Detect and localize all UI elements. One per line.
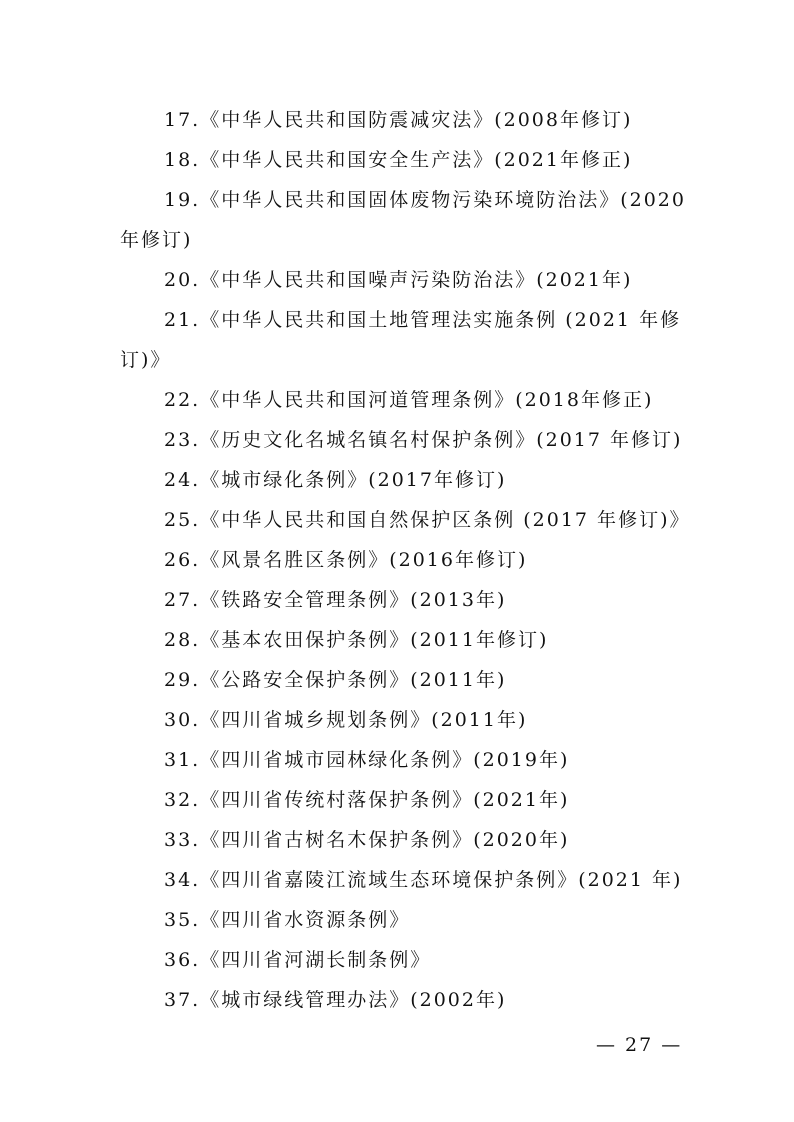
list-item-text: 17.《中华人民共和国防震减灾法》(2008年修订)	[164, 109, 633, 131]
list-item	[120, 300, 680, 380]
list-item-text: 18.《中华人民共和国安全生产法》(2021年修正)	[164, 149, 633, 171]
list-item-text: 24.《城市绿化条例》(2017年修订)	[164, 469, 507, 491]
list-item	[120, 700, 680, 740]
list-item	[120, 460, 680, 500]
list-item-text: 21.《中华人民共和国土地管理法实施条例 (2021 年修	[164, 309, 682, 331]
list-item	[120, 900, 680, 940]
list-item	[120, 420, 683, 460]
list-item-text: 36.《四川省河湖长制条例》	[164, 949, 432, 971]
list-item-text: 34.《四川省嘉陵江流域生态环境保护条例》(2021 年)	[164, 869, 683, 891]
list-item-text: 29.《公路安全保护条例》(2011年)	[164, 669, 507, 691]
list-item	[120, 540, 680, 580]
list-item-text-continued: 年修订)	[120, 229, 193, 251]
list-item-text: 27.《铁路安全管理条例》(2013年)	[164, 589, 507, 611]
list-item	[120, 100, 680, 140]
list-item	[120, 260, 680, 300]
list-item	[120, 380, 680, 420]
list-item-text: 23.《历史文化名城名镇名村保护条例》(2017 年修订)	[164, 429, 683, 451]
list-item	[120, 660, 680, 700]
list-item-text-continued: 订)》	[120, 349, 172, 371]
list-item-text: 31.《四川省城市园林绿化条例》(2019年)	[164, 749, 570, 771]
list-item-text: 30.《四川省城乡规划条例》(2011年)	[164, 709, 528, 731]
list-item	[120, 180, 686, 260]
list-item-text: 25.《中华人民共和国自然保护区条例 (2017 年修订)》	[164, 509, 691, 531]
list-item-text: 20.《中华人民共和国噪声污染防治法》(2021年)	[164, 269, 633, 291]
list-item	[120, 740, 680, 780]
list-item-text: 32.《四川省传统村落保护条例》(2021年)	[164, 789, 570, 811]
list-item-text: 28.《基本农田保护条例》(2011年修订)	[164, 629, 549, 651]
list-item	[120, 500, 691, 540]
list-item	[120, 980, 680, 1020]
list-item	[120, 820, 680, 860]
list-item	[120, 140, 680, 180]
list-item	[120, 940, 680, 980]
list-item	[120, 580, 680, 620]
list-item	[120, 620, 680, 660]
list-item	[120, 780, 680, 820]
list-item	[120, 860, 683, 900]
list-item-text: 37.《城市绿线管理办法》(2002年)	[164, 989, 507, 1011]
list-item-text: 19.《中华人民共和国固体废物污染环境防治法》(2020	[164, 189, 686, 211]
list-item-text: 26.《风景名胜区条例》(2016年修订)	[164, 549, 528, 571]
list-item-text: 22.《中华人民共和国河道管理条例》(2018年修正)	[164, 389, 654, 411]
list-item-text: 33.《四川省古树名木保护条例》(2020年)	[164, 829, 570, 851]
page-number: — 27 —	[596, 1034, 683, 1056]
list-item-text: 35.《四川省水资源条例》	[164, 909, 411, 931]
